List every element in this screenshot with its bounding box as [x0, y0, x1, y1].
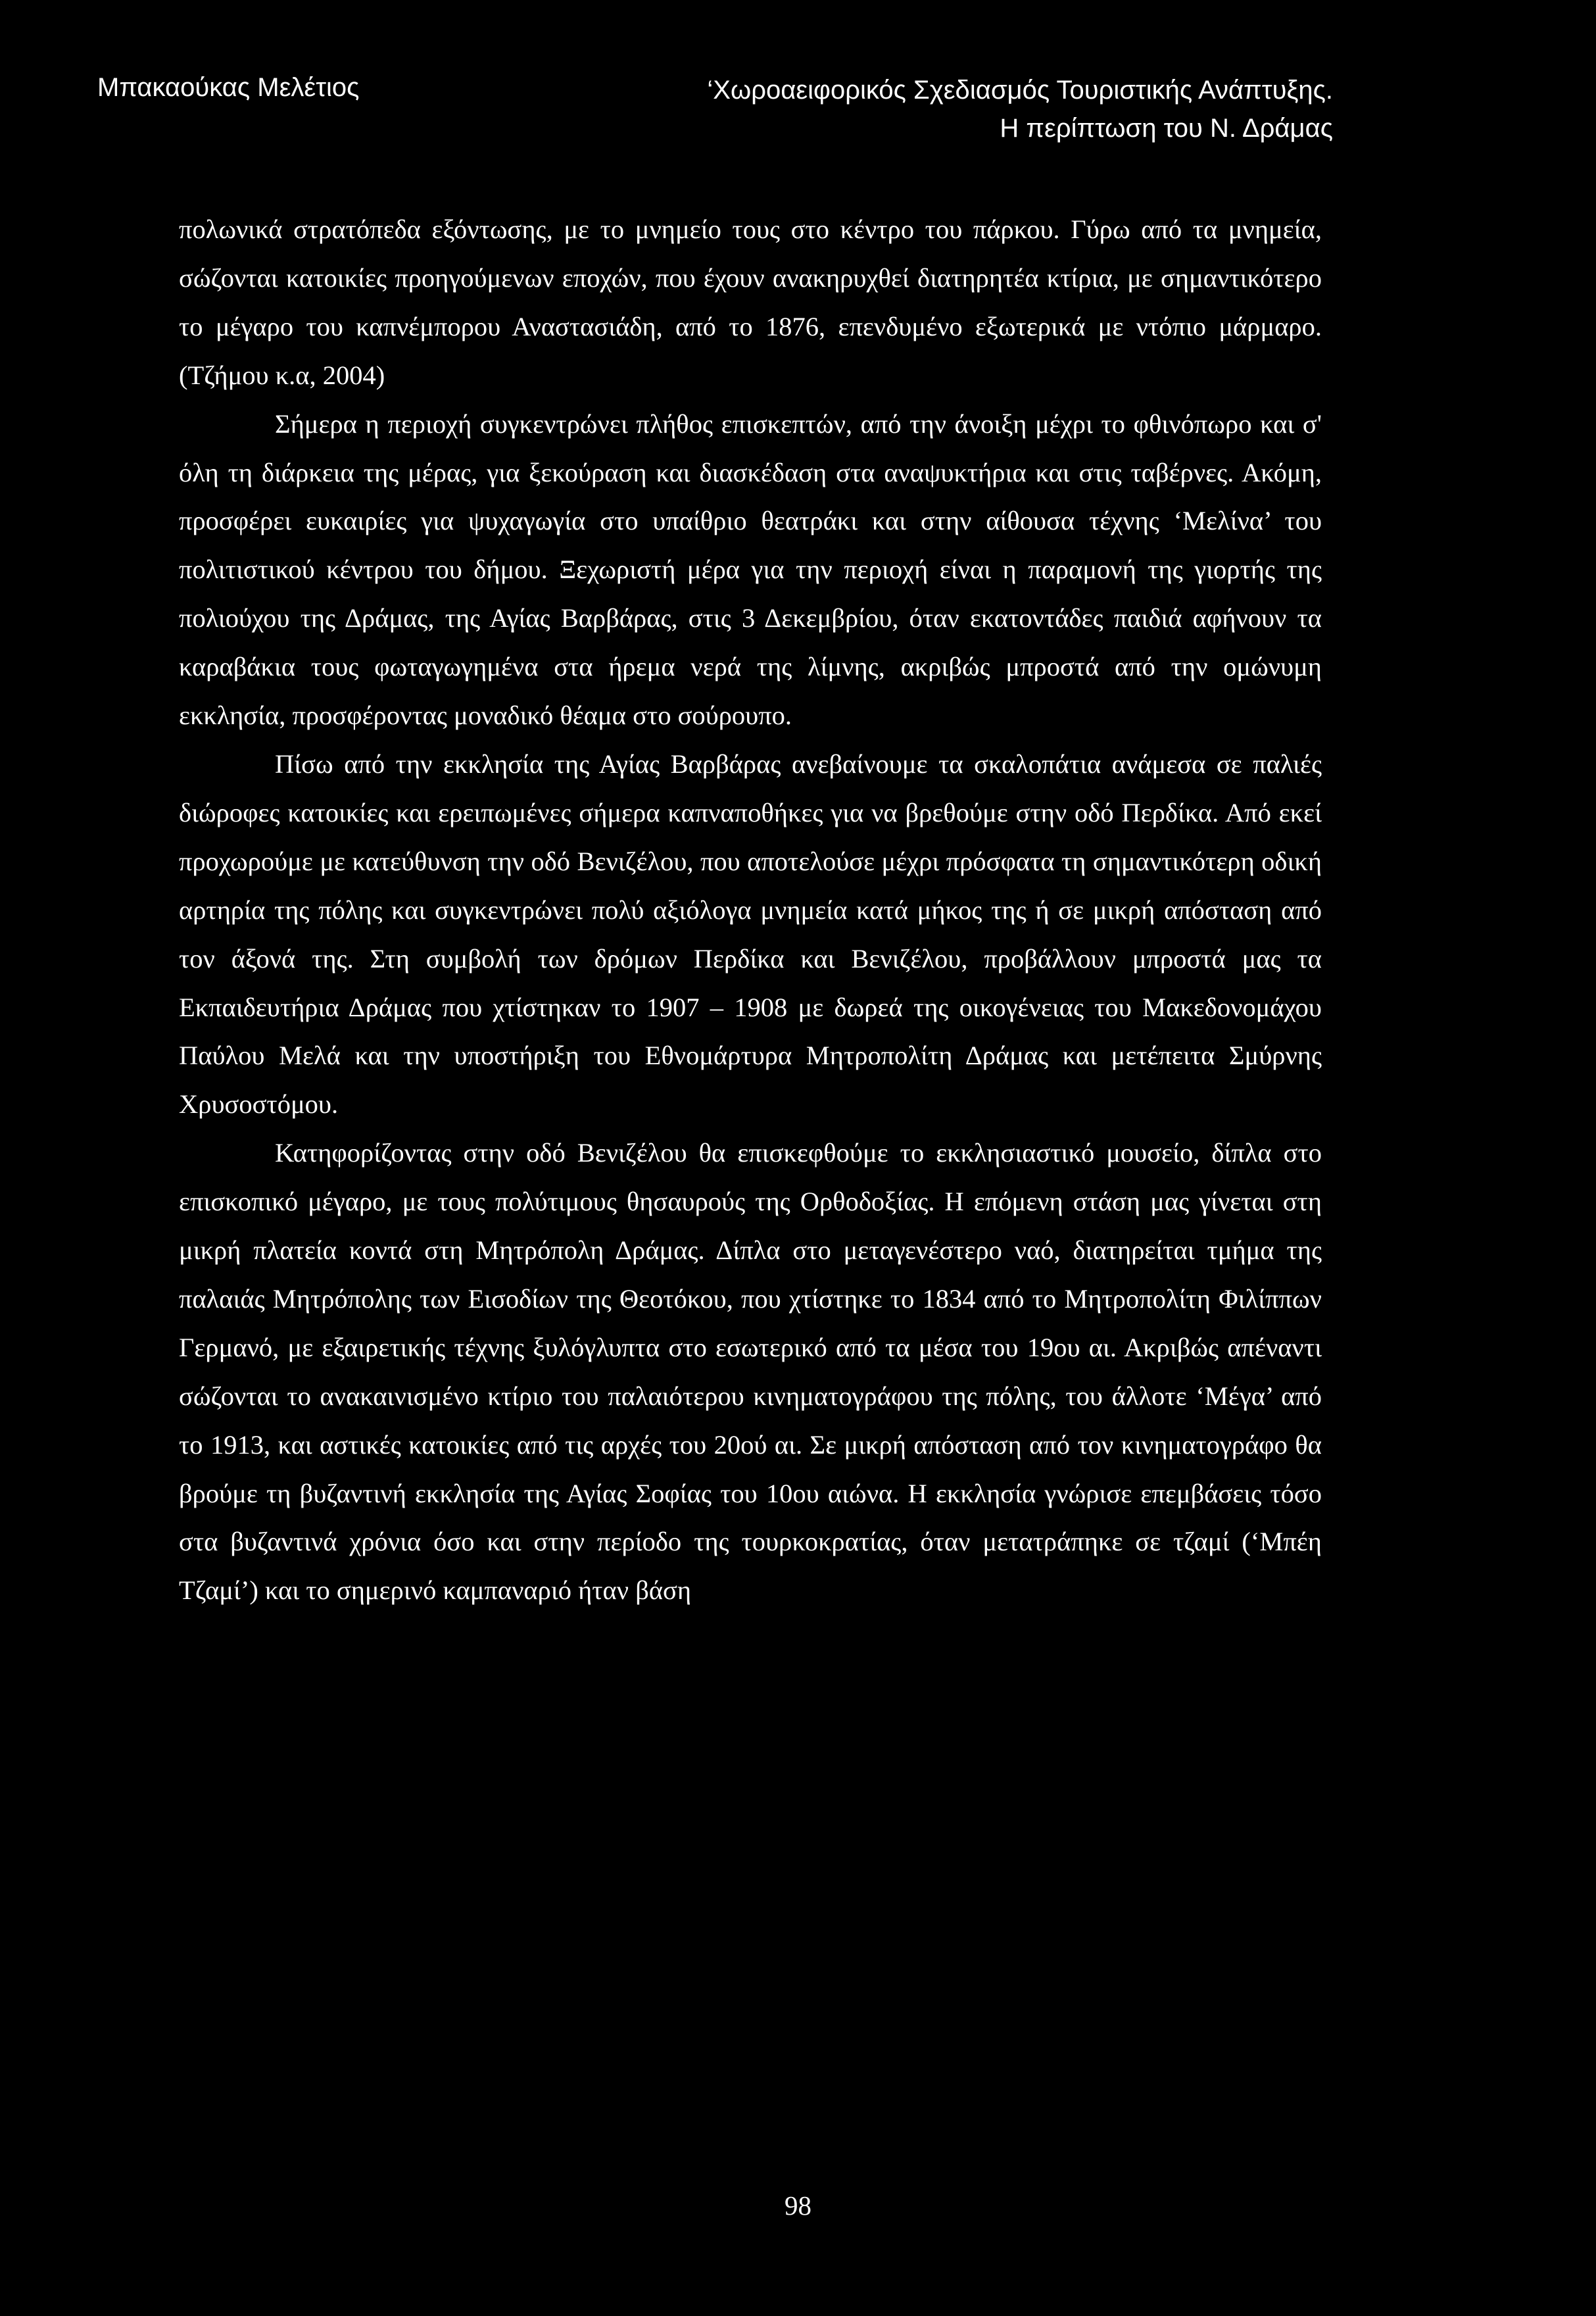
body-text	[179, 205, 1322, 1615]
header-title-line-1: ‘Χωροαειφορικός Σχεδιασμός Τουριστικής Ανάπτυξης.	[707, 76, 1333, 105]
header-title-line-2: Η περίπτωση του Ν. Δράμας	[1000, 114, 1333, 143]
page-number: 98	[785, 2190, 811, 2221]
header-author: Μπακαούκας Μελέτιος	[97, 73, 360, 102]
paragraph-4: Κατηφορίζοντας στην οδό Βενιζέλου θα επισκεφθούμε το εκκλησιαστικό μουσείο, δίπλα στο επισκοπικό μέγαρο, με τους πολύτιμους θησαυρούς της Ορθοδοξίας. Η επόμενη στάση μας γίνεται στη μικρή πλατεία κοντά στη Μητρόπολη Δράμας. Δίπλα στο μεταγενέστερο ναό, διατηρείται τμήμα της παλαιάς Μητρόπολης των Εισοδίων της Θεοτόκου, που χτίστηκε το 1834 από το Μητροπολίτη Φιλίππων Γερμανό, με εξαιρετικής τέχνης ξυλόγλυπτα στο εσωτερικό από τα μέσα του 19ου αι. Ακριβώς απέναντι σώζονται το ανακαινισμένο κτίριο του παλαιότερου κινηματογράφου της πόλης, του άλλοτε ‘Μέγα’ από το 1913, και αστικές κατοικίες από τις αρχές του 20ού αι. Σε μικρή απόσταση από τον κινηματογράφο θα βρούμε τη βυζαντινή εκκλησία της Αγίας Σοφίας του 10ου αιώνα. Η εκκλησία γνώρισε επεμβάσεις τόσο στα βυζαντινά χρόνια όσο και στην περίοδο της τουρκοκρατίας, όταν μετατράπηκε σε τζαμί (‘Μπέη Τζαμί’) και το σημερινό καμπαναριό ήταν βάση	[179, 1138, 1322, 1606]
paragraph-3: Πίσω από την εκκλησία της Αγίας Βαρβάρας ανεβαίνουμε τα σκαλοπάτια ανάμεσα σε παλιές διώροφες κατοικίες και ερειπωμένες σήμερα καπναποθήκες για να βρεθούμε στην οδό Περδίκα. Από εκεί προχωρούμε με κατεύθυνση την οδό Βενιζέλου, που αποτελούσε μέχρι πρόσφατα τη σημαντικότερη οδική αρτηρία της πόλης και συγκεντρώνει πολύ αξιόλογα μνημεία κατά μήκος της ή σε μικρή απόσταση από τον άξονά της. Στη συμβολή των δρόμων Περδίκα και Βενιζέλου, προβάλλουν μπροστά μας τα Εκπαιδευτήρια Δράμας που χτίστηκαν το 1907 – 1908 με δωρεά της οικογένειας του Μακεδονομάχου Παύλου Μελά και την υποστήριξη του Εθνομάρτυρα Μητροπολίτη Δράμας και μετέπειτα Σμύρνης Χρυσοστόμου.	[179, 749, 1322, 1120]
paragraph-2: Σήμερα η περιοχή συγκεντρώνει πλήθος επισκεπτών, από την άνοιξη μέχρι το φθινόπωρο και σ' όλη τη διάρκεια της μέρας, για ξεκούραση και διασκέδαση στα αναψυκτήρια και στις ταβέρνες. Ακόμη, προσφέρει ευκαιρίες για ψυχαγωγία στο υπαίθριο θεατράκι και στην αίθουσα τέχνης ‘Μελίνα’ του πολιτιστικού κέντρου του δήμου. Ξεχωριστή μέρα για την περιοχή είναι η παραμονή της γιορτής της πολιούχου της Δράμας, της Αγίας Βαρβάρας, στις 3 Δεκεμβρίου, όταν εκατοντάδες παιδιά αφήνουν τα καραβάκια τους φωταγωγημένα στα ήρεμα νερά της λίμνης, ακριβώς μπροστά από την ομώνυμη εκκλησία, προσφέροντας μοναδικό θέαμα στο σούρουπο.	[179, 408, 1322, 731]
header-title	[707, 71, 1333, 147]
paragraph-1: πολωνικά στρατόπεδα εξόντωσης, με το μνημείο τους στο κέντρο του πάρκου. Γύρω από τα μνημεία, σώζονται κατοικίες προηγούμενων εποχών, που έχουν ανακηρυχθεί διατηρητέα κτίρια, με σημαντικότερο το μέγαρο του καπνέμπορου Αναστασιάδη, από το 1876, επενδυμένο εξωτερικά με ντόπιο μάρμαρο. (Τζήμου κ.α, 2004)	[179, 214, 1322, 390]
